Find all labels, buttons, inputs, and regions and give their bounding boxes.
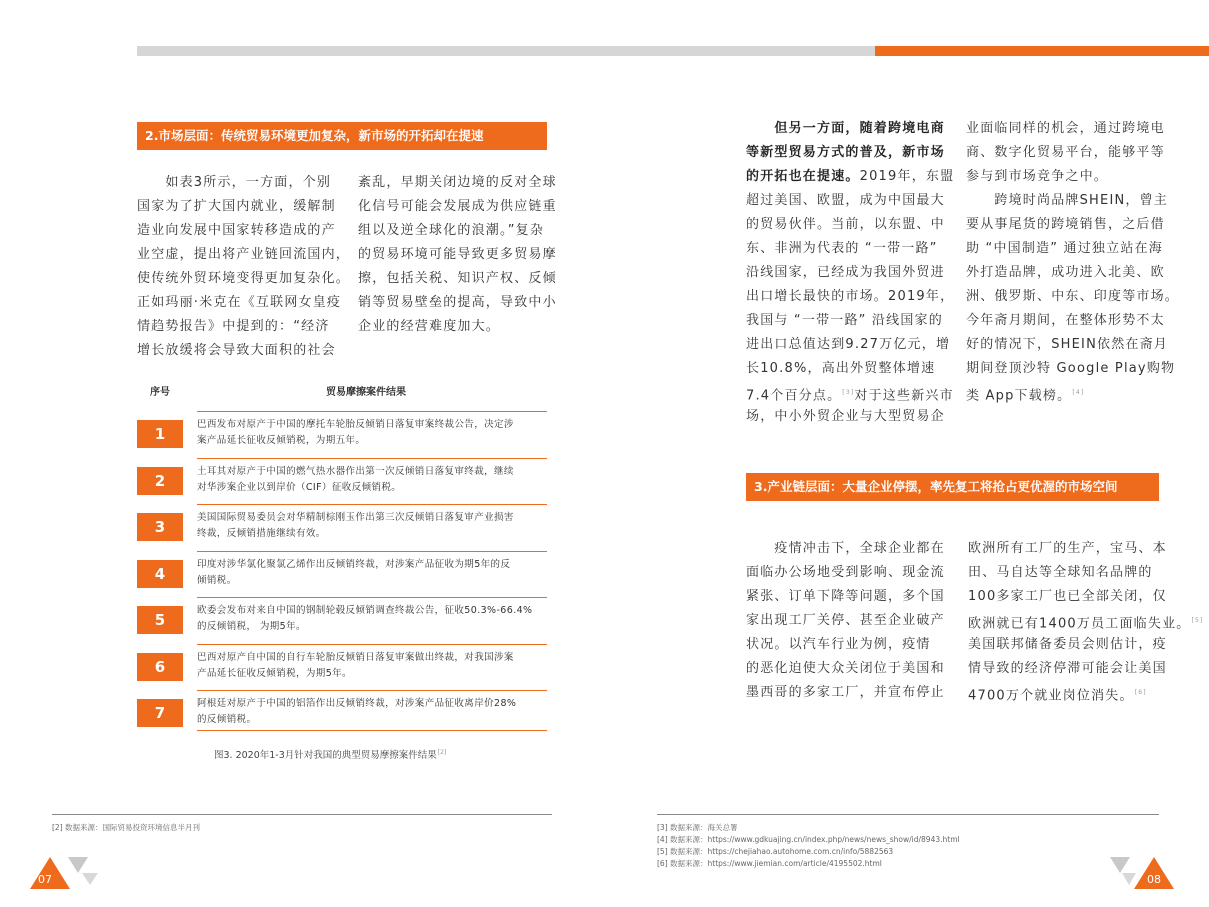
table-row <box>137 551 547 595</box>
row-number-badge: 2 <box>137 467 183 495</box>
header-bar-orange <box>875 46 1209 56</box>
text-line: 如表3所示，一方面，个别 <box>137 175 332 190</box>
text-line: 紊乱，早期关闭边境的反对全球 <box>358 175 557 190</box>
left-col2-text <box>358 171 557 339</box>
text-line: 墨西哥的多家工厂，并宣布停止 <box>746 685 945 700</box>
row-description-line: 终裁，反倾销措施继续有效。 <box>197 528 326 539</box>
text-line: 7.4个百分点。[3]对于这些新兴市 <box>746 388 954 404</box>
footer-triangles-right <box>1108 855 1180 895</box>
text-line: 长10.8%，高出外贸整体增速 <box>746 361 936 376</box>
text-line: 参与到市场竞争之中。 <box>966 169 1109 184</box>
row-description <box>197 417 514 449</box>
bold-lead-text: 但另一方面，随着跨境电商 <box>746 121 945 136</box>
text-line: 的恶化迫使大众关闭位于美国和 <box>746 661 945 676</box>
right-footnote-rule <box>657 814 1159 815</box>
row-description-line: 巴西发布对原产于中国的摩托车轮胎反倾销日落复审案终裁公告，决定涉 <box>197 419 514 430</box>
row-description <box>197 650 514 682</box>
footnote-ref: [6] <box>1134 689 1147 696</box>
text-line: 外打造品牌，成功进入北美、欧 <box>966 265 1165 280</box>
row-description-line: 土耳其对原产于中国的燃气热水器作出第一次反倾销日落复审终裁，继续 <box>197 465 514 477</box>
text-line: 4700万个就业岗位消失。[6] <box>968 688 1147 704</box>
row-number-badge: 3 <box>137 513 183 541</box>
text-line: 沿线国家，已经成为我国外贸进 <box>746 265 945 280</box>
text-line: 正如玛丽·米克在《互联网女皇疫 <box>137 295 342 310</box>
row-top-rule <box>197 551 547 552</box>
row-description <box>197 557 510 589</box>
row-top-rule <box>197 597 547 598</box>
table-row <box>137 644 547 688</box>
footnote-ref: [4] <box>1072 389 1085 396</box>
row-top-rule <box>197 690 547 691</box>
right-lower-col1-text <box>746 537 945 705</box>
text-line: 状况。以汽车行业为例，疫情 <box>746 637 931 652</box>
text-line: 我国与 “一带一路” 沿线国家的 <box>746 313 943 328</box>
footer-triangle-gray <box>1110 857 1130 873</box>
text-line: 化信号可能会发展成为供应链重 <box>358 199 557 214</box>
left-col1-text <box>137 171 350 363</box>
footnote: [6] 数据来源：https://www.jiemian.com/article/4195502.html <box>657 859 882 868</box>
text-line: 田、马自达等全球知名品牌的 <box>968 565 1153 580</box>
text-line: 情导致的经济停滞可能会让美国 <box>968 661 1167 676</box>
text-line: 欧洲所有工厂的生产，宝马、本 <box>968 541 1167 556</box>
text-line: 的开拓也在提速。2019年，东盟 <box>746 169 955 184</box>
footnote-ref: [5] <box>1191 617 1204 624</box>
table-caption <box>214 747 446 761</box>
row-description-line: 巴西对原产自中国的自行车轮胎反倾销日落复审案做出终裁，对我国涉案 <box>197 651 514 663</box>
left-footnotes <box>52 822 200 834</box>
text-line: 跨境时尚品牌SHEIN，曾主 <box>966 193 1168 208</box>
page-number-right: 08 <box>1147 873 1161 886</box>
text-line: 疫情冲击下，全球企业都在 <box>746 541 945 556</box>
row-number-badge: 6 <box>137 653 183 681</box>
row-top-rule <box>197 411 547 412</box>
text-line: 出口增长最快的市场。2019年， <box>746 289 955 304</box>
row-description-line: 对华涉案企业以到岸价（CIF）征收反倾销税。 <box>197 481 402 493</box>
footnote: [3] 数据来源：海关总署 <box>657 823 738 832</box>
row-description-line: 美国国际贸易委员会对华精制棕刚玉作出第三次反倾销日落复审产业损害 <box>197 512 514 523</box>
bold-lead-text: 等新型贸易方式的普及，新市场 <box>746 145 945 160</box>
right-upper-col1-text <box>746 117 954 429</box>
row-description-line: 欧委会发布对来自中国的钢制轮毂反倾销调查终裁公告，征收50.3%-66.4% <box>197 605 533 616</box>
footer-triangle-gray-small <box>82 873 98 885</box>
text-line: 好的情况下，SHEIN依然在斋月 <box>966 337 1168 352</box>
text-line: 擦，包括关税、知识产权、反倾 <box>358 271 557 286</box>
text-line: 面临办公场地受到影响、现金流 <box>746 565 945 580</box>
table-bottom-rule <box>197 730 547 731</box>
footnote: [5] 数据来源：https://chejiahao.autohome.com.cn/info/5882563 <box>657 847 894 856</box>
row-description <box>197 603 533 635</box>
text-line: 紧张、订单下降等问题，多个国 <box>746 589 945 604</box>
text-line: 进出口总值达到9.27万亿元，增 <box>746 337 951 352</box>
row-top-rule <box>197 644 547 645</box>
text-line: 100多家工厂也已全部关闭，仅 <box>968 589 1167 604</box>
footnote: [2] 数据来源：国际贸易投资环境信息半月刊 <box>52 823 201 832</box>
text-line: 超过美国、欧盟，成为中国最大 <box>746 193 945 208</box>
footer-triangle-gray <box>68 857 88 873</box>
text-line: 销等贸易壁垒的提高，导致中小 <box>358 295 557 310</box>
table-caption-text: 图3. 2020年1-3月针对我国的典型贸易摩擦案件结果 <box>214 750 437 761</box>
table-row <box>137 458 547 502</box>
text-line: 洲、俄罗斯、中东、印度等市场。 <box>966 289 1180 304</box>
row-description-line: 印度对涉华氯化聚氯乙烯作出反倾销终裁，对涉案产品征收为期5年的反 <box>197 558 511 570</box>
text-line: 组以及逆全球化的浪潮。”复杂 <box>358 223 545 238</box>
row-description <box>197 464 514 496</box>
text-line: 美国联邦储备委员会则估计，疫 <box>968 637 1167 652</box>
row-description-line: 倾销税。 <box>197 574 237 586</box>
row-description-line: 产品延长征收反倾销税，为期5年。 <box>197 667 352 679</box>
table-row <box>137 504 547 548</box>
row-description-line: 案产品延长征收反倾销税，为期五年。 <box>197 435 366 446</box>
row-top-rule <box>197 504 547 505</box>
page-number-left: 07 <box>38 873 52 886</box>
text-line: 使传统外贸环境变得更加复杂化。 <box>137 271 351 286</box>
text-line: 期间登顶沙特 Google Play购物 <box>966 361 1176 376</box>
text-line: 增长放缓将会导致大面积的社会 <box>137 343 336 358</box>
row-description-line: 阿根廷对原产于中国的铝箔作出反倾销终裁，对涉案产品征收离岸价28% <box>197 698 517 709</box>
footnote-ref: [3] <box>842 389 855 396</box>
row-description <box>197 696 516 728</box>
table-row <box>137 411 547 455</box>
text-line <box>746 117 954 141</box>
text-line: 业空虚，提出将产业链回流国内， <box>137 247 351 262</box>
row-description-line: 的反倾销税， 为期5年。 <box>197 621 306 632</box>
text-line: 业面临同样的机会，通过跨境电 <box>966 121 1165 136</box>
text-line: 造业向发展中国家转移造成的产 <box>137 223 336 238</box>
bold-lead-text: 的开拓也在提速。 <box>746 169 860 184</box>
row-number-badge: 5 <box>137 606 183 634</box>
text-line: 的贸易伙伴。当前，以东盟、中 <box>746 217 945 232</box>
text-line: 类 App下载榜。[4] <box>966 388 1085 404</box>
caption-ref: [2] <box>437 748 447 756</box>
text-line: 今年斋月期间，在整体形势不太 <box>966 313 1165 328</box>
table-row <box>137 690 547 734</box>
row-number-badge: 4 <box>137 560 183 588</box>
text-line: 要从事尾货的跨境销售，之后借 <box>966 217 1165 232</box>
text-line: 助 “中国制造” 通过独立站在海 <box>966 241 1163 256</box>
text-line: 国家为了扩大国内就业，缓解制 <box>137 199 336 214</box>
text-line: 企业的经营难度加大。 <box>358 319 501 334</box>
text-line: 欧洲就已有1400万员工面临失业。[5] <box>968 616 1204 632</box>
text-line: 的贸易环境可能导致更多贸易摩 <box>358 247 557 262</box>
text-line: 东、非洲为代表的 “一带一路” <box>746 241 938 256</box>
text-line: 场，中小外贸企业与大型贸易企 <box>746 409 945 424</box>
row-description-line: 的反倾销税。 <box>197 714 257 725</box>
section-heading-industry-chain: 3.产业链层面：大量企业停摆，率先复工将抢占更优渥的市场空间 <box>746 473 1159 501</box>
left-footnote-rule <box>52 814 552 815</box>
table-header-num: 序号 <box>150 387 170 398</box>
row-number-badge: 7 <box>137 699 183 727</box>
header-bar-gray <box>137 46 875 56</box>
row-number-badge: 1 <box>137 420 183 448</box>
text-line: 情趋势报告》中提到的：“经济 <box>137 319 330 334</box>
row-top-rule <box>197 458 547 459</box>
footer-triangle-gray-small <box>1122 873 1136 885</box>
section-heading-market: 2.市场层面：传统贸易环境更加复杂，新市场的开拓却在提速 <box>137 122 547 150</box>
text-line: 商、数字化贸易平台，能够平等 <box>966 145 1165 160</box>
table-header-result: 贸易摩擦案件结果 <box>326 387 406 398</box>
right-upper-col2-text <box>966 117 1179 405</box>
right-footnotes <box>657 822 960 870</box>
footnote: [4] 数据来源：https://www.gdkuajing.cn/index.php/news/news_show/id/8943.html <box>657 835 960 844</box>
row-description <box>197 510 514 542</box>
text-line <box>746 141 954 165</box>
text-line: 家出现工厂关停、甚至企业破产 <box>746 613 945 628</box>
right-lower-col2-text <box>968 537 1204 705</box>
table-row <box>137 597 547 641</box>
